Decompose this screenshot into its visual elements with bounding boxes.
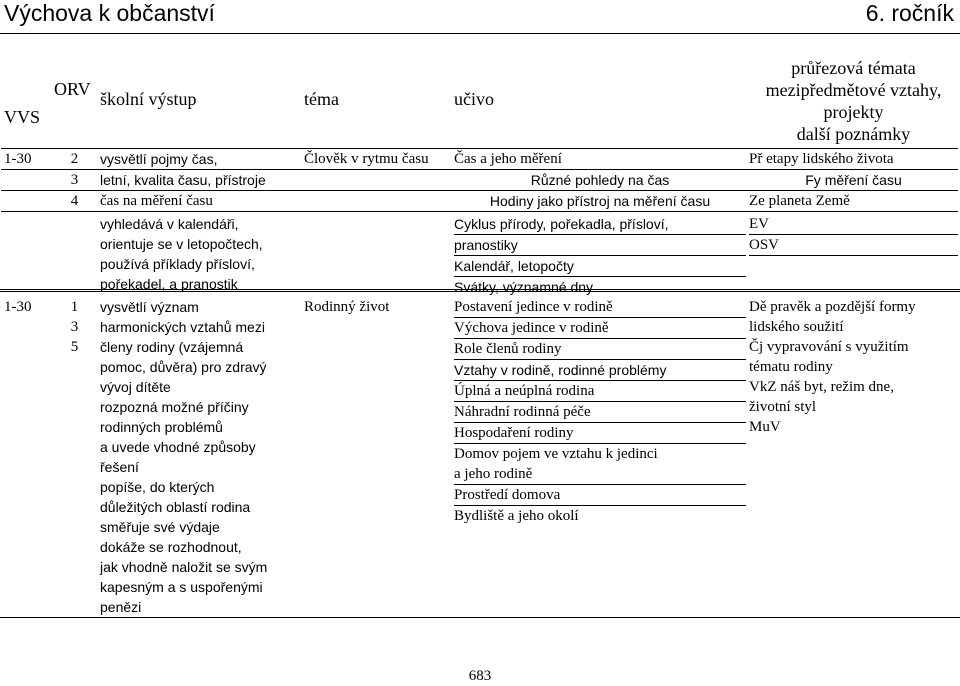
cell-orv: 3	[49, 170, 97, 191]
col-notes	[746, 56, 958, 146]
outcome-line: a uvede vhodné způsoby	[100, 439, 256, 455]
content-line: Cyklus přírody, pořekadla, přísloví,	[454, 214, 746, 235]
col-notes-line: projekty	[823, 102, 884, 122]
outcome-line: používá příklady přísloví,	[100, 256, 255, 272]
cell-outcome	[97, 297, 301, 617]
cell-topic: Rodinný život	[304, 299, 390, 315]
table-row	[1, 170, 958, 191]
outcome-line: popíše, do kterých	[100, 479, 215, 495]
notes-line: OSV	[749, 235, 958, 256]
cell-outcome: letní, kvalita času, přístroje	[97, 170, 301, 191]
outcome-line: vysvětlí význam	[100, 299, 199, 315]
notes-line: Dě pravěk a pozdější formy	[749, 299, 916, 315]
content-line: Postavení jedince v rodině	[454, 297, 746, 318]
outcome-line: řešení	[100, 459, 139, 475]
notes-line: životní styl	[749, 399, 817, 415]
outcome-line: dokáže se rozhodnout,	[100, 539, 242, 555]
header-rule	[0, 33, 960, 34]
table-row	[1, 149, 958, 170]
outcome-line: jak vhodně naložit se svým	[100, 559, 268, 575]
table-row	[1, 297, 958, 617]
content-line: Hospodaření rodiny	[454, 423, 746, 444]
cell-content	[451, 297, 746, 617]
cell-empty	[49, 212, 97, 300]
notes-line: lidského soužití	[749, 319, 844, 335]
content-line: Bydliště a jeho okolí	[454, 508, 579, 524]
table-row	[1, 191, 958, 212]
notes-line: EV	[749, 214, 958, 235]
col-notes-line: mezipředmětové vztahy,	[765, 80, 942, 100]
col-notes-line: průřezová témata	[791, 58, 916, 78]
col-content: učivo	[454, 89, 494, 109]
page-number: 683	[468, 668, 492, 684]
cell-content: Různé pohledy na čas	[451, 170, 746, 191]
content-line: Kalendář, letopočty	[454, 256, 746, 277]
cell-orv: 4	[49, 191, 97, 212]
outcome-line: orientuje se v letopočtech,	[100, 236, 263, 252]
notes-line: VkZ náš byt, režim dne,	[749, 379, 894, 395]
subject-title: Výchova k občanství	[4, 0, 215, 26]
outcome-line: důležitých oblastí rodina	[100, 499, 251, 515]
orv-line: 5	[70, 339, 79, 355]
block2-table	[1, 297, 958, 617]
cell-notes	[746, 212, 958, 300]
col-notes-line: další poznámky	[796, 124, 911, 144]
cell-outcome: čas na měření času	[97, 191, 301, 212]
outcome-line: pořekadel, a pranostik	[100, 276, 238, 292]
col-topic: téma	[304, 89, 339, 109]
grade-title: 6. ročník	[865, 0, 954, 26]
outcome-line: penězi	[100, 599, 142, 615]
content-line: Domov pojem ve vztahu k jedinci	[454, 446, 658, 462]
cell-vvs: 1-30	[1, 149, 49, 170]
cell-content: Čas a jeho měření	[451, 149, 746, 170]
block-separator	[0, 289, 960, 292]
cell-vvs	[1, 170, 49, 191]
cell-notes: Př etapy lidského života	[746, 149, 958, 170]
content-line: Úplná a neúplná rodina	[454, 381, 746, 402]
notes-line: tématu rodiny	[749, 359, 833, 375]
cell-notes: Ze planeta Země	[746, 191, 958, 212]
table-bottom-rule	[0, 617, 960, 618]
outcome-line: členy rodiny (vzájemná	[100, 339, 244, 355]
notes-line: Čj vypravování s využitím	[749, 339, 909, 355]
column-header-table	[1, 56, 958, 146]
cell-notes	[746, 297, 958, 617]
cell-vvs: 1-30	[4, 299, 32, 315]
col-orv: ORV	[54, 79, 91, 99]
cell-vvs	[1, 191, 49, 212]
cell-outcome: vysvětlí pojmy čas,	[97, 149, 301, 170]
content-line: Výchova jedince v rodině	[454, 318, 746, 339]
notes-line	[749, 256, 958, 276]
cell-orv: 2	[49, 149, 97, 170]
outcome-line: směřuje své výdaje	[100, 519, 220, 535]
content-line: Prostředí domova	[454, 485, 746, 506]
cell-empty	[1, 212, 49, 300]
col-outcome: školní výstup	[100, 89, 197, 109]
outcome-line: vyhledává v kalendáři,	[100, 216, 239, 232]
cell-empty	[301, 212, 451, 300]
outcome-line: rozpozná možné příčiny	[100, 399, 249, 415]
table-row	[1, 212, 958, 300]
cell-topic	[301, 170, 451, 191]
content-line: Role členů rodiny	[454, 339, 746, 360]
content-line: Náhradní rodinná péče	[454, 402, 746, 423]
notes-line: MuV	[749, 419, 781, 435]
cell-topic	[301, 191, 451, 212]
cell-content	[451, 212, 746, 300]
block1-table	[1, 148, 958, 300]
outcome-line: harmonických vztahů mezi	[100, 319, 265, 335]
cell-topic: Člověk v rytmu času	[301, 149, 451, 170]
col-vvs: VVS	[4, 107, 41, 127]
orv-line: 1	[70, 299, 79, 315]
cell-outcome	[97, 212, 301, 300]
cell-orv	[49, 297, 97, 617]
content-line: Svátky, významné dny	[454, 279, 594, 295]
outcome-line: kapesným a s uspořenými	[100, 579, 263, 595]
orv-line: 3	[70, 319, 79, 335]
cell-notes: Fy měření času	[746, 170, 958, 191]
outcome-line: vývoj dítěte	[100, 379, 171, 395]
content-line: a jeho rodině	[454, 464, 746, 485]
outcome-line: rodinných problémů	[100, 419, 223, 435]
cell-content: Hodiny jako přístroj na měření času	[451, 191, 746, 212]
content-line: pranostiky	[454, 235, 746, 256]
outcome-line: pomoc, důvěra) pro zdravý	[100, 359, 267, 375]
content-line: Vztahy v rodině, rodinné problémy	[454, 360, 746, 381]
